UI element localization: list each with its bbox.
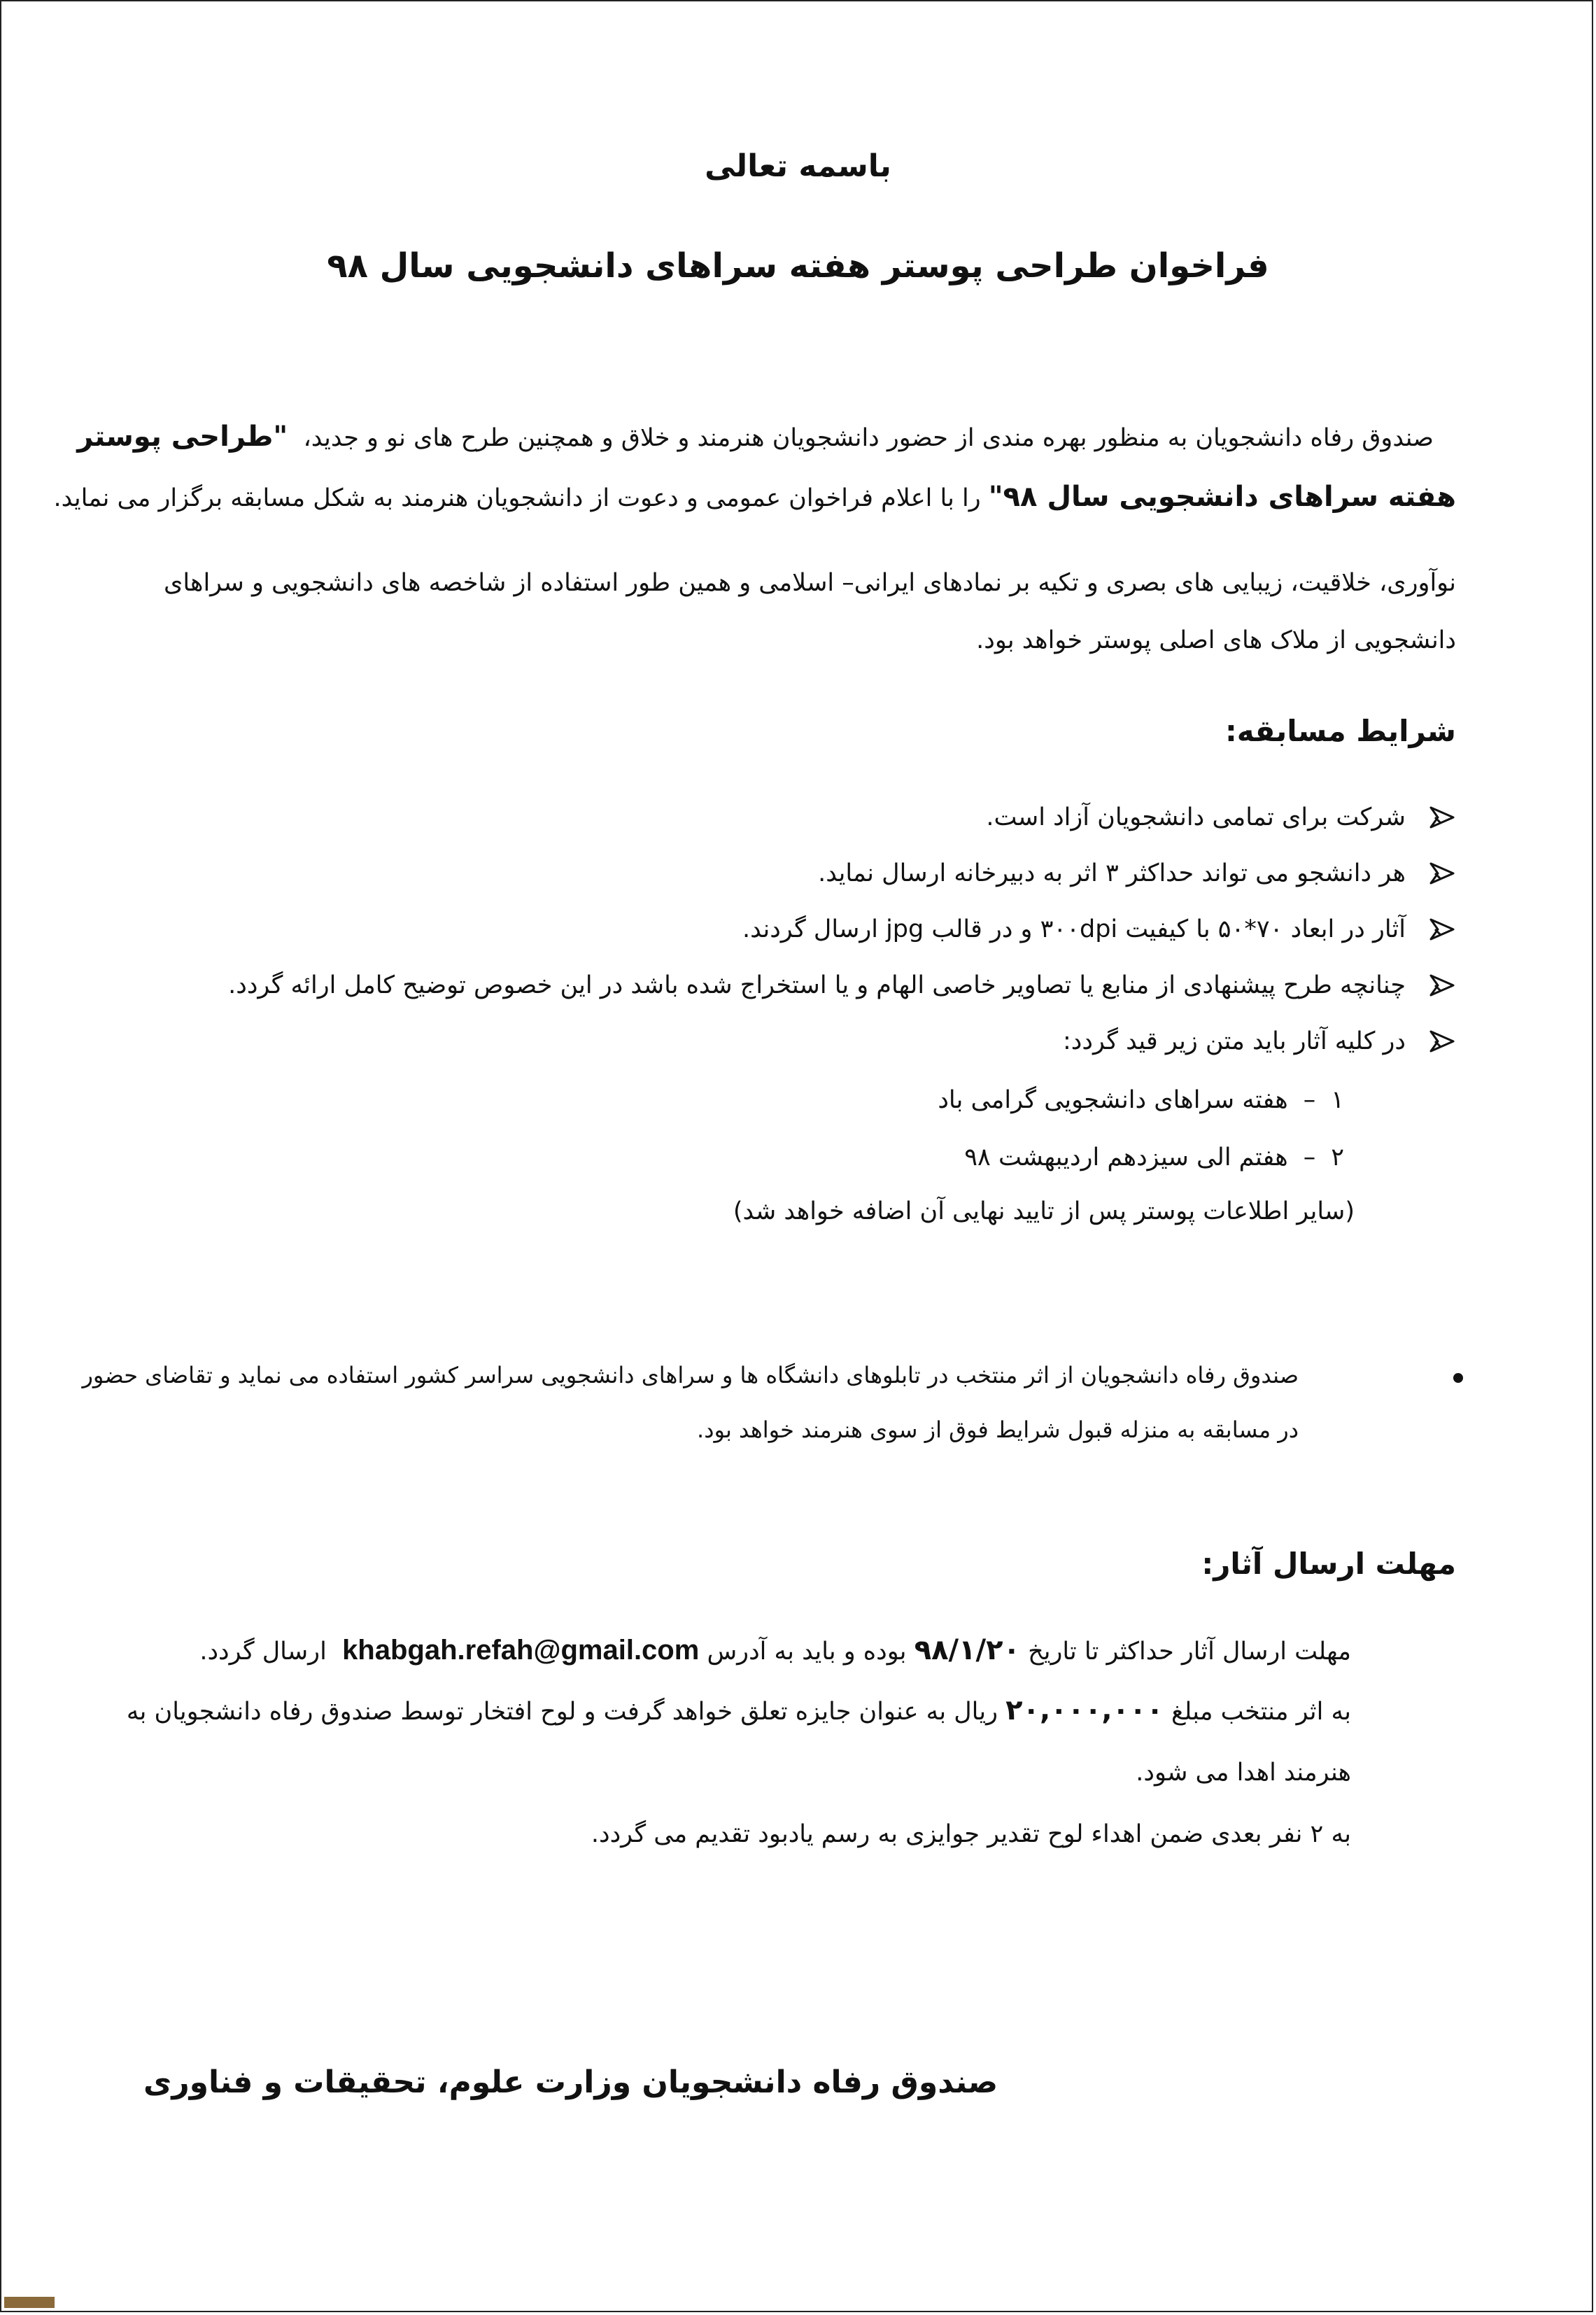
conditions-note: (سایر اطلاعات پوستر پس از تایید نهایی آن اضافه خواهد شد) (733, 1197, 1355, 1225)
list-item (1063, 1027, 1456, 1055)
deadline-line-1 (199, 1636, 1351, 1664)
prize-text-a: به اثر منتخب مبلغ (1171, 1698, 1351, 1726)
invocation-heading: باسمه تعالی (705, 148, 891, 184)
usage-notice-line-2: در مسابقه به منزله قبول شرایط فوق از سوی هنرمند خواهد بود. (697, 1416, 1299, 1443)
intro-suffix: را با اعلام فراخوان عمومی و دعوت از دانشجویان هنرمند به شکل مسابقه برگزار می نماید. (53, 484, 981, 512)
list-item (818, 859, 1456, 887)
list-item (986, 803, 1456, 831)
arrow-check-icon (1428, 859, 1456, 887)
criteria-line-2: دانشجویی از ملاک های اصلی پوستر خواهد بود. (976, 626, 1456, 654)
numbered-item-text: هفته سراهای دانشجویی گرامی باد (938, 1086, 1288, 1114)
prize-text-b: ریال به عنوان جایزه تعلق خواهد گرفت و لوح افتخار توسط صندوق رفاه دانشجویان به (126, 1698, 998, 1726)
arrow-check-icon (1428, 803, 1456, 831)
deadline-text-a: مهلت ارسال آثار حداکثر تا تاریخ (1028, 1638, 1351, 1666)
arrow-check-icon (1428, 971, 1456, 999)
list-item (228, 971, 1456, 999)
deadline-heading: مهلت ارسال آثار: (1201, 1547, 1456, 1581)
numbered-item-text: هفتم الی سیزدهم اردیبهشت ۹۸ (964, 1144, 1288, 1171)
conditions-heading: شرایط مسابقه: (1225, 714, 1456, 748)
deadline-date: ۹۸/۱/۲۰ (914, 1634, 1020, 1666)
intro-quote-end: هفته سراهای دانشجویی سال ۹۸" (988, 481, 1456, 513)
intro-quote-start: "طراحی پوستر (77, 421, 288, 453)
numbered-item (964, 1144, 1344, 1171)
list-item-text: شرکت برای تمامی دانشجویان آزاد است. (986, 803, 1406, 831)
numbered-item-number: ۱ (1331, 1086, 1344, 1114)
numbered-item-number: ۲ (1331, 1144, 1344, 1171)
intro-line-2 (53, 483, 1456, 511)
corner-watermark-badge (4, 2297, 55, 2308)
deadline-line-3: هنرمند اهدا می شود. (1136, 1759, 1351, 1787)
list-item-text: آثار در ابعاد ۷۰*۵۰ با کیفیت ۳۰۰dpi و در قالب jpg ارسال گردند. (742, 915, 1406, 943)
arrow-check-icon (1428, 915, 1456, 943)
arrow-check-icon (1428, 1027, 1456, 1055)
deadline-text-c: ارسال گردد. (199, 1638, 327, 1666)
issuer-signature: صندوق رفاه دانشجویان وزارت علوم، تحقیقات و فناوری (143, 2064, 998, 2100)
prize-amount: ۲۰,۰۰۰,۰۰۰ (1005, 1694, 1164, 1726)
list-item-text: هر دانشجو می تواند حداکثر ۳ اثر به دبیرخانه ارسال نماید. (818, 859, 1406, 887)
page-title: فراخوان طراحی پوستر هفته سراهای دانشجویی سال ۹۸ (327, 246, 1269, 286)
bullet-dot-icon (1453, 1373, 1463, 1383)
list-item-text: در کلیه آثار باید متن زیر قید گردد: (1063, 1027, 1406, 1055)
intro-text: صندوق رفاه دانشجویان به منظور بهره مندی از حضور دانشجویان هنرمند و خلاق و همچنین طرح های نو و جدید، (303, 424, 1434, 452)
criteria-line-1: نوآوری، خلاقیت، زیبایی های بصری و تکیه بر نمادهای ایرانی– اسلامی و همین طور استفاده از شاخصه های دانشجویی و سراهای (163, 569, 1456, 597)
numbered-item-dash: – (1303, 1086, 1316, 1114)
deadline-line-2 (127, 1696, 1351, 1724)
intro-line-1 (77, 423, 1456, 451)
list-item (742, 915, 1456, 943)
contact-email[interactable]: khabgah.refah@gmail.com (342, 1635, 700, 1666)
numbered-item-dash: – (1303, 1144, 1316, 1171)
list-item-text: چنانچه طرح پیشنهادی از منابع یا تصاویر خاصی الهام و یا استخراج شده باشد در این خصوص توضیح کامل ارائه گردد. (228, 971, 1406, 999)
deadline-line-4: به ۲ نفر بعدی ضمن اهداء لوح تقدیر جوایزی به رسم یادبود تقدیم می گردد. (591, 1820, 1351, 1848)
deadline-text-b: بوده و باید به آدرس (707, 1638, 907, 1666)
numbered-item (938, 1086, 1344, 1114)
usage-notice-line-1: صندوق رفاه دانشجویان از اثر منتخب در تابلوهای دانشگاه ها و سراهای دانشجویی سراسر کشور استفاده می نماید و تقاضای حضور (82, 1362, 1299, 1388)
